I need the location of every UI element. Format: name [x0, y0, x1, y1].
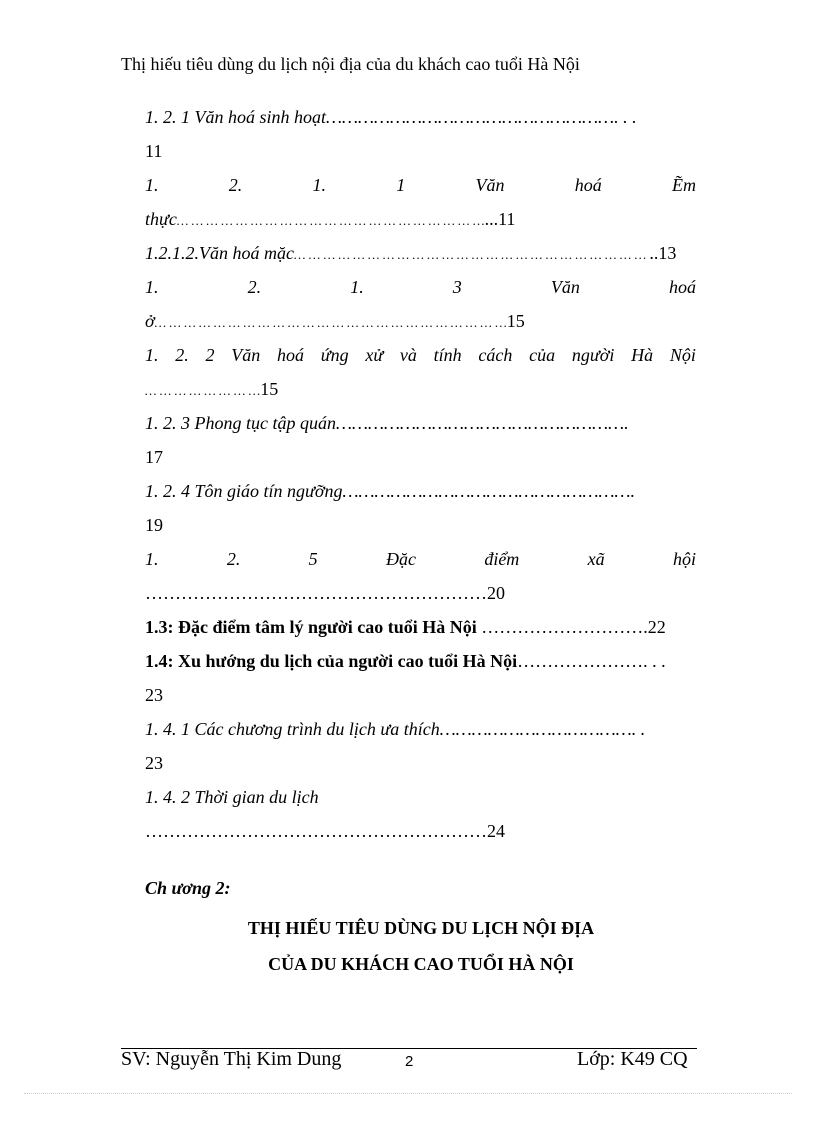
chapter-label: Ch ương 2: [145, 878, 231, 898]
toc-word: hội [672, 549, 696, 569]
toc-entry-continuation [145, 304, 696, 338]
toc-word: Đặc [385, 549, 416, 569]
toc-leader-dots: ………………………………. . [439, 719, 646, 739]
toc-entry-1-2-1-2 [145, 236, 696, 270]
toc-page-number: 19 [145, 515, 163, 535]
toc-page-number: 20 [487, 583, 505, 603]
toc-word: tính [433, 345, 462, 365]
toc-entry-continuation [145, 576, 696, 610]
toc-entry-1-2-3 [145, 406, 696, 440]
toc-entry-1-2-1 [145, 100, 696, 134]
toc-word: Ẽm [672, 175, 696, 195]
toc-leader-dots: … … … … … … … … [145, 383, 261, 398]
toc-word: Văn [550, 277, 580, 297]
footer-student-name: SV: Nguyễn Thị Kim Dung [121, 1048, 342, 1070]
chapter-title-line-2: CỦA DU KHÁCH CAO TUỔI HÀ NỘI [268, 954, 574, 974]
toc-entry-text: 1. 4. 1 Các chương trình du lịch ưa thích [145, 719, 440, 739]
toc-entry-1-2-4 [145, 474, 696, 508]
toc-entry-text: 1.3: Đặc điểm tâm lý người cao tuổi Hà Nội [145, 617, 477, 637]
toc-leader-dots: ………………………………………………. [342, 481, 636, 501]
toc-word: 1 [396, 175, 406, 195]
toc-entry-1-3 [145, 610, 696, 644]
toc-page-number: ..13 [649, 243, 677, 263]
table-of-contents [145, 100, 696, 848]
toc-page-number: 15 [260, 379, 279, 399]
toc-entry-1-4 [145, 644, 696, 678]
running-header: Thị hiếu tiêu dùng du lịch nội địa của du khách cao tuổi Hà Nội [121, 54, 580, 74]
toc-word: cách [478, 345, 513, 365]
toc-word: Văn [475, 175, 505, 195]
page-edge-divider [24, 1093, 792, 1094]
toc-word: 1. [350, 277, 364, 297]
toc-page-number: 15 [506, 311, 525, 331]
toc-page-number: 23 [145, 753, 163, 773]
toc-word: 1. [145, 549, 159, 569]
toc-word: 3 [452, 277, 462, 297]
toc-entry-1-2-1-1 [145, 168, 696, 202]
toc-entry-continuation [145, 814, 696, 848]
toc-word: 1. [312, 175, 326, 195]
toc-entry-text: 1. 4. 2 Thời gian du lịch [145, 787, 319, 807]
toc-word: 2. [228, 175, 243, 195]
toc-leader-dots: ………………………. [476, 617, 648, 637]
toc-word: 1. [145, 277, 159, 297]
toc-word: Nội [669, 345, 696, 365]
toc-page-number: 23 [145, 685, 163, 705]
toc-entry-1-2-1-3 [145, 270, 696, 304]
toc-entry-text: ở [145, 311, 155, 331]
toc-leader-dots: ………………………………………………. [336, 413, 629, 433]
toc-word: hoá [668, 277, 696, 297]
toc-word: Hà [631, 345, 654, 365]
toc-leader-dots: … … … … … … … … … … … … … … … … … … … … … … … … [293, 247, 650, 262]
toc-page-number: 17 [145, 447, 163, 467]
toc-word: 2. [175, 345, 189, 365]
toc-word: người [571, 345, 615, 365]
toc-word: 1. [145, 175, 159, 195]
toc-leader-dots: ………………………………………………… [145, 821, 487, 841]
toc-page-number: 22 [647, 617, 666, 637]
toc-entry-continuation [145, 202, 696, 236]
toc-leader-dots: … … … … … … … … … … … … … … … … … … … … … … … … [154, 315, 507, 330]
toc-leader-dots: …………………. . . [517, 651, 666, 671]
toc-word: 5 [308, 549, 318, 569]
chapter-title-line-1: THỊ HIẾU TIÊU DÙNG DU LỊCH NỘI ĐỊA [247, 918, 595, 938]
toc-entry-1-2-5 [145, 542, 696, 576]
toc-entry-1-4-1 [145, 712, 696, 746]
toc-word: và [399, 345, 417, 365]
toc-entry-text: 1. 2. 3 Phong tục tập quán [145, 413, 336, 433]
toc-entry-text: 1.2.1.2.Văn hoá mặc [145, 243, 294, 263]
toc-word: điểm [484, 549, 520, 569]
toc-entry-text: 1. 2. 1 Văn hoá sinh hoạt [145, 107, 327, 127]
footer-class: Lớp: K49 CQ [577, 1048, 688, 1070]
toc-page-number: 11 [145, 141, 163, 161]
toc-entry-continuation [145, 372, 696, 406]
toc-word: hoá [277, 345, 304, 365]
toc-entry-text: thực [145, 209, 177, 229]
toc-word: xã [587, 549, 605, 569]
toc-leader-dots: ………………………………………………. . . [326, 107, 637, 127]
toc-page-number: 24 [487, 821, 505, 841]
toc-leader-dots: … … … … … … … … … … … … … … … … … … … … … [176, 213, 485, 228]
toc-word: ứng [320, 345, 349, 365]
toc-page-number: ...11 [484, 209, 516, 229]
toc-word: của [529, 345, 556, 365]
toc-leader-dots: ………………………………………………… [145, 583, 487, 603]
toc-word: 2. [226, 549, 241, 569]
toc-entry-1-4-2 [145, 780, 696, 814]
toc-word: 1. [145, 345, 159, 365]
toc-word: Văn [231, 345, 261, 365]
toc-word: xử [365, 345, 384, 365]
toc-entry-1-2-2 [145, 338, 696, 372]
toc-word: hoá [574, 175, 602, 195]
toc-word: 2 [205, 345, 215, 365]
toc-entry-text: 1. 2. 4 Tôn giáo tín ngưỡng [145, 481, 343, 501]
toc-word: 2. [247, 277, 262, 297]
toc-entry-text: 1.4: Xu hướng du lịch của người cao tuổi Hà Nội [145, 651, 518, 671]
footer-page-number: 2 [405, 1053, 414, 1070]
